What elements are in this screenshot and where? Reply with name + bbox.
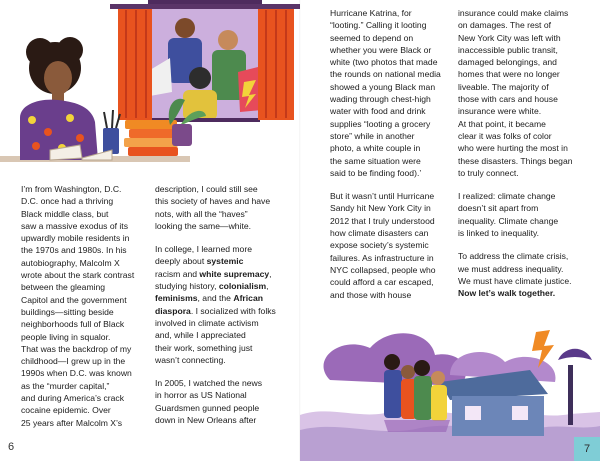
left-column-2 [155, 183, 290, 437]
text-line: this society of haves and have [155, 196, 271, 207]
text-line: buildings—sitting beside [21, 306, 114, 317]
text-line: 25 years after Malcolm X’s [21, 417, 123, 428]
text-line: damaged belongings, and [458, 57, 557, 68]
text-line: insurance could make claims [458, 8, 569, 18]
text-line: nots, with all the “haves” [155, 208, 248, 219]
text-line: store” while in another [330, 130, 415, 141]
text-line: could afford a car escaped, [330, 277, 434, 288]
bold-term: white supremacy [199, 268, 270, 279]
text-line: childhood—I grew up in the [21, 356, 126, 367]
page-number-left: 6 [8, 441, 15, 453]
text-line: how climate disasters can [330, 228, 429, 239]
paragraph-address [458, 250, 596, 299]
storm-flood-illustration [300, 320, 600, 461]
text-line: upwardly mobile residents in [21, 233, 130, 244]
text-line: Sandy hit New York City in [330, 203, 431, 214]
punctuation: , [269, 268, 272, 279]
text-line: deeply about [155, 256, 207, 267]
text-line: insurance were white. [458, 106, 542, 117]
text-line: their work, something just [155, 342, 253, 353]
text-line: Black middle class, but [21, 208, 109, 219]
text-line: saw a massive exodus of its [21, 220, 128, 231]
text-line: In college, I learned more [155, 244, 252, 255]
text-line: At that point, it became [458, 118, 546, 129]
paragraph-insurance [458, 7, 596, 179]
text-line: Hurricane Katrina, for [330, 8, 412, 18]
text-line: to truly connect. [458, 167, 519, 178]
text-line: NYC collapsed, people who [330, 264, 436, 275]
paragraph-haves [155, 183, 290, 232]
text-line: studying history, [155, 281, 219, 292]
paragraph-realized [458, 190, 596, 239]
text-line: 1990s when D.C. was known [21, 368, 132, 379]
text-line: We must have climate justice. [458, 275, 572, 286]
paragraph-sandy [330, 190, 458, 301]
left-column-1 [21, 183, 147, 440]
text-line: wasn’t connecting. [155, 354, 226, 365]
text-line: I’m from Washington, D.C. [21, 184, 122, 194]
text-line: these disasters. Things began [458, 155, 573, 166]
text-line: In 2005, I watched the news [155, 378, 263, 389]
text-line: white (two photos that made [330, 57, 438, 68]
text-line: showed a young Black man [330, 81, 436, 92]
paragraph-2005 [155, 377, 290, 426]
text-line: said to be finding food).’ [330, 167, 422, 178]
text-line: down in New Orleans after [155, 415, 257, 426]
text-line: I realized: climate change [458, 191, 556, 202]
right-column-1 [330, 7, 458, 312]
text-line: liveable. The majority of [458, 81, 549, 92]
text-line: To address the climate crisis, [458, 251, 569, 262]
text-line: involved in climate activism [155, 317, 259, 328]
bold-term: colonialism [218, 281, 267, 292]
text-line: But it wasn’t until Hurricane [330, 191, 435, 202]
protest-window-illustration [0, 0, 300, 175]
text-line: , and the [197, 293, 234, 304]
right-column-2 [458, 7, 596, 311]
text-line: between the gleaming [21, 282, 106, 293]
bold-term: feminisms [155, 293, 198, 304]
text-line: clear it was folks of color [458, 130, 552, 141]
text-line: looking the same—white. [155, 220, 252, 231]
text-line: neighborhoods full of Black [21, 319, 125, 330]
text-line: inaccessible public transit, [458, 44, 558, 55]
punctuation: , [266, 281, 269, 292]
right-page [300, 0, 600, 461]
text-line: expose society’s systemic [330, 240, 429, 251]
text-line: cocaine epidemic. Over [21, 405, 111, 416]
text-line: photo, a white couple in [330, 143, 421, 154]
text-line: wrote about the stark contrast [21, 270, 135, 281]
text-line: doesn’t sit apart from [458, 203, 539, 214]
text-line: inequality. Climate change [458, 215, 559, 226]
text-line: homes that were no longer [458, 69, 560, 80]
text-line: That was the backdrop of my [21, 343, 132, 354]
text-line: on damages. The rest of [458, 20, 551, 31]
text-line: D.C. once had a thriving [21, 196, 114, 207]
text-line: seemed to depend on [330, 32, 414, 43]
text-line: “looting.” Calling it looting [330, 20, 427, 31]
text-line: racism and [155, 268, 200, 279]
text-line: and those with house [330, 289, 412, 300]
text-line: Guardsmen gunned people [155, 402, 260, 413]
text-line: the same situation were [330, 155, 421, 166]
bold-term: diaspora [155, 305, 191, 316]
text-line: the 1970s and 1980s. In his [21, 245, 127, 256]
closing-line: Now let’s walk together. [458, 288, 556, 299]
text-line: is linked to inequality. [458, 228, 540, 239]
text-line: who were hurting the most in [458, 143, 568, 154]
text-line: water with food and drink [330, 106, 426, 117]
text-line: and, while I appreciated [155, 330, 246, 341]
text-line: the rounds on national media [330, 69, 441, 80]
text-line: supplies “looting a grocery [330, 118, 431, 129]
paragraph-katrina [330, 7, 458, 179]
text-line: people living in squalor. [21, 331, 111, 342]
text-line: those with cars and house [458, 94, 558, 105]
text-line: autobiography, Malcolm X [21, 257, 120, 268]
text-line: wading through chest-high [330, 94, 431, 105]
paragraph-dc [21, 183, 147, 429]
text-line: Capitol and the government [21, 294, 127, 305]
text-line: . I socialized with folks [190, 305, 276, 316]
text-line: description, I could still see [155, 184, 258, 194]
text-line: we must address inequality. [458, 263, 564, 274]
page-number-right: 7 [574, 437, 600, 461]
text-line: and during America’s crack [21, 393, 125, 404]
text-line: whether you were Black or [330, 44, 432, 55]
text-line: as the “murder capital,” [21, 380, 110, 391]
bold-term: systemic [206, 256, 244, 267]
paragraph-college [155, 243, 290, 366]
bold-term: African [233, 293, 263, 304]
text-line: failures. As infrastructure in [330, 252, 434, 263]
text-line: in horror as US National [155, 390, 247, 401]
text-line: New York City was left with [458, 32, 561, 43]
text-line: 2012 that I truly understood [330, 215, 435, 226]
